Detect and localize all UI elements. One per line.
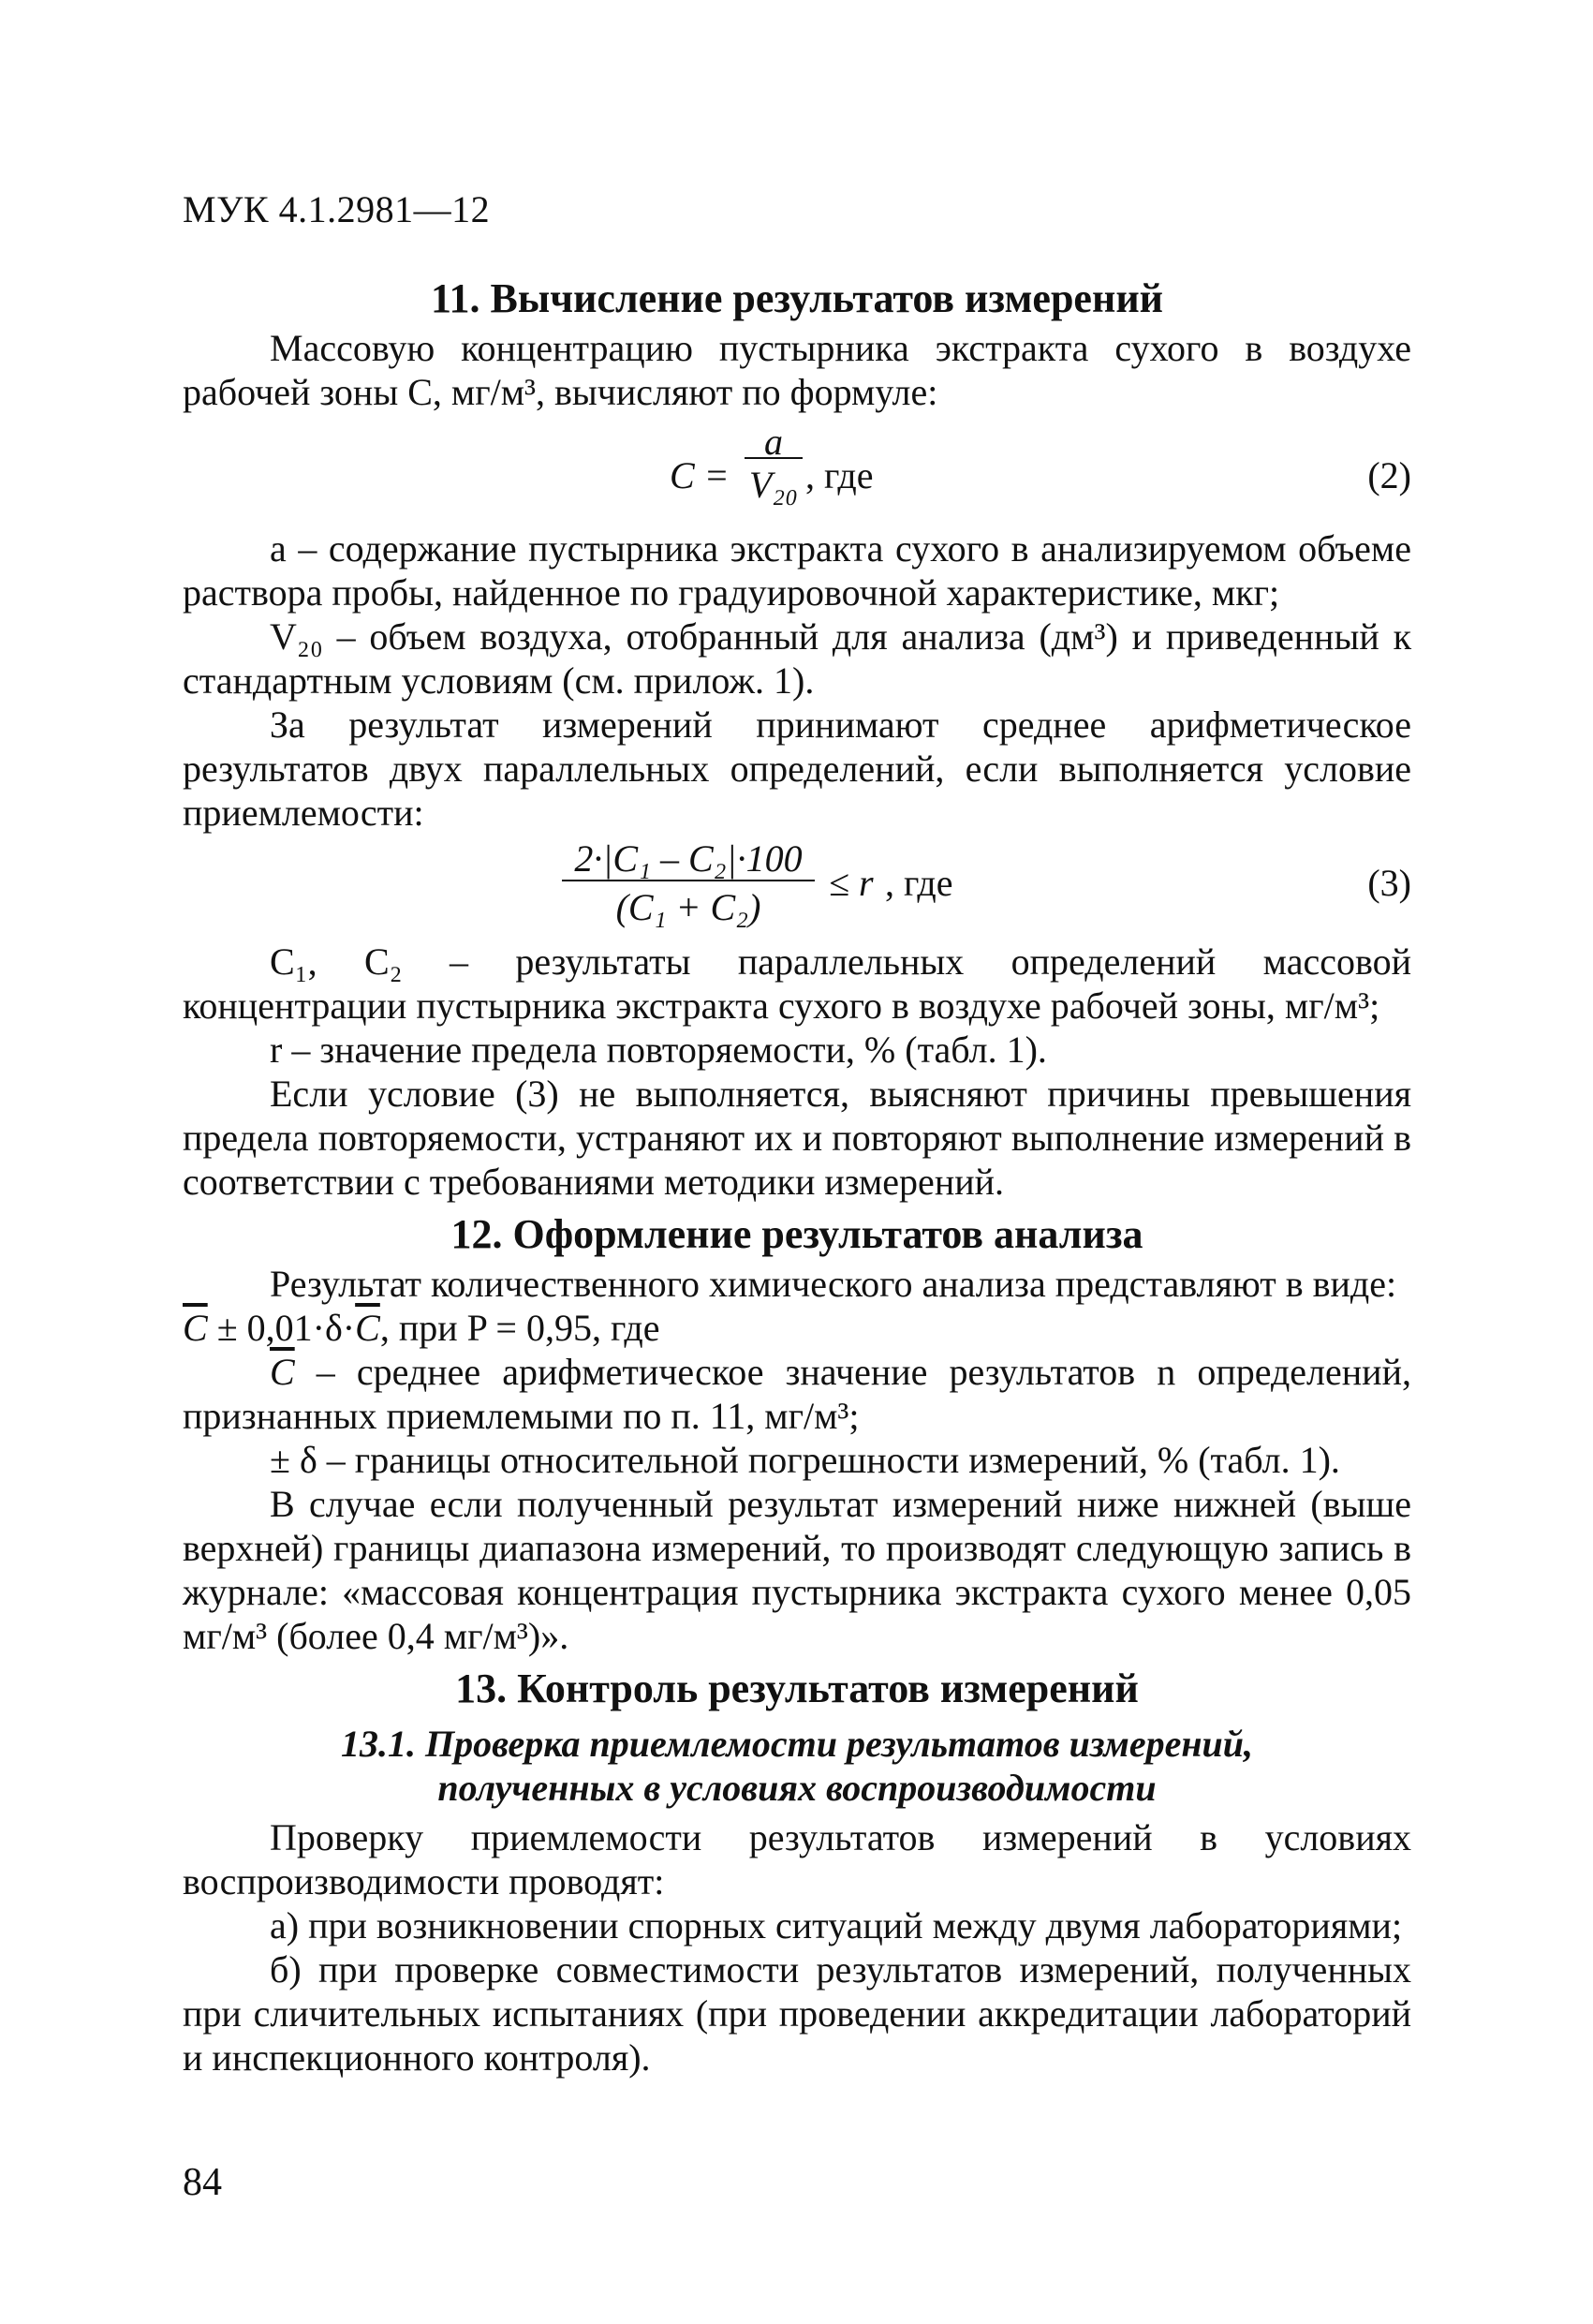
result-formula-c-bar: $\overline{C}$	[183, 1307, 208, 1349]
formula-3-denominator: (C₁ + C₂)	[562, 880, 815, 929]
definition-c-bar-symbol: $\overline{C}$	[270, 1351, 295, 1393]
formula-2-fraction	[745, 420, 803, 507]
formula-3-where: , где	[885, 862, 953, 904]
section-11-paragraph-3: Если условие (3) не выполняется, выясняют причины превышения предела повторяемости, устраняют их и повторяют выполнение измерений в соответствии с требованиями методики измерений.	[183, 1073, 1411, 1203]
page-number: 84	[183, 2161, 222, 2204]
section-13-title: 13. Контроль результатов измерений	[455, 1665, 1139, 1711]
section-12-paragraph-1: Результат количественного химического анализа представляют в виде:	[270, 1263, 1397, 1305]
formula-2-where: , где	[805, 454, 874, 496]
definition-c-bar	[183, 1350, 1411, 1438]
subsection-13-1-title	[183, 1722, 1411, 1810]
document-code-header: МУК 4.1.2981—12	[183, 188, 491, 230]
section-11-paragraph-2: За результат измерений принимают среднее арифметическое результатов двух параллельных определений, если выполняется условие приемлемости:	[183, 703, 1411, 834]
section-13-paragraph-1: Проверку приемлемости результатов измерений в условиях воспроизводимости проводят:	[183, 1816, 1411, 1902]
result-formula-tail: , при P = 0,95, где	[379, 1307, 660, 1349]
definition-v20: V₂₀ – объем воздуха, отобранный для анализа (дм³) и приведенный к стандартным условиям (см. прилож. 1).	[183, 615, 1411, 702]
formula-3-rhs: ≤ r	[829, 862, 874, 904]
list-item-b: б) при проверке совместимости результатов измерений, полученных при сличительных испытаниях (при проведении аккредитации лабораторий и инспекционного контроля).	[183, 1948, 1411, 2079]
formula-3-number: (3)	[1367, 862, 1411, 904]
subsection-13-1-title-line-1: 13.1. Проверка приемлемости результатов измерений,	[340, 1723, 1254, 1765]
formula-2	[183, 414, 1411, 526]
formula-3	[183, 835, 1411, 940]
definition-c1-c2: C₁, C₂ – результаты параллельных определений массовой концентрации пустырника экстракта сухого в воздухе рабочей зоны, мг/м³;	[183, 940, 1411, 1027]
section-12-paragraph-2: В случае если полученный результат измерений ниже нижней (выше верхней) границы диапазона измерений, то производят следующую запись в журнале: «массовая концентрация пустырника экстракта сухого менее 0,05 мг/м³ (более 0,4 мг/м³)».	[183, 1483, 1411, 1657]
result-formula-middle: ± 0,01·δ·	[207, 1307, 356, 1349]
result-formula	[183, 1306, 1411, 1350]
section-12-title: 12. Оформление результатов анализа	[450, 1211, 1143, 1257]
formula-2-numerator: a	[764, 421, 783, 463]
formula-2-number: (2)	[1367, 454, 1411, 496]
result-formula-c-bar-2: $\overline{C}$	[355, 1307, 380, 1349]
definition-c-bar-text: – среднее арифметическое значение результатов n определений, признанных приемлемыми по п. 11, мг/м³;	[183, 1351, 1411, 1437]
definition-a: a – содержание пустырника экстракта сухого в анализируемом объеме раствора пробы, найденное по градуировочной характеристике, мкг;	[183, 527, 1411, 614]
definition-r: r – значение предела повторяемости, % (табл. 1).	[270, 1029, 1047, 1071]
subsection-13-1-title-line-2: полученных в условиях воспроизводимости	[437, 1767, 1157, 1809]
page-content	[183, 272, 1411, 2080]
formula-2-lhs: C =	[670, 454, 730, 496]
section-11-title: 11. Вычисление результатов измерений	[430, 275, 1164, 321]
definition-delta: ± δ – границы относительной погрешности измерений, % (табл. 1).	[270, 1439, 1340, 1481]
section-11-paragraph-1: Массовую концентрацию пустырника экстракта сухого в воздухе рабочей зоны C, мг/м³, вычисляют по формуле:	[183, 327, 1411, 413]
formula-2-denominator: V₂₀	[745, 457, 803, 507]
formula-3-fraction	[562, 836, 815, 929]
formula-3-numerator: 2·|C₁ – C₂|·100	[574, 837, 803, 880]
list-item-a: а) при возникновении спорных ситуаций между двумя лабораториями;	[270, 1904, 1403, 1947]
